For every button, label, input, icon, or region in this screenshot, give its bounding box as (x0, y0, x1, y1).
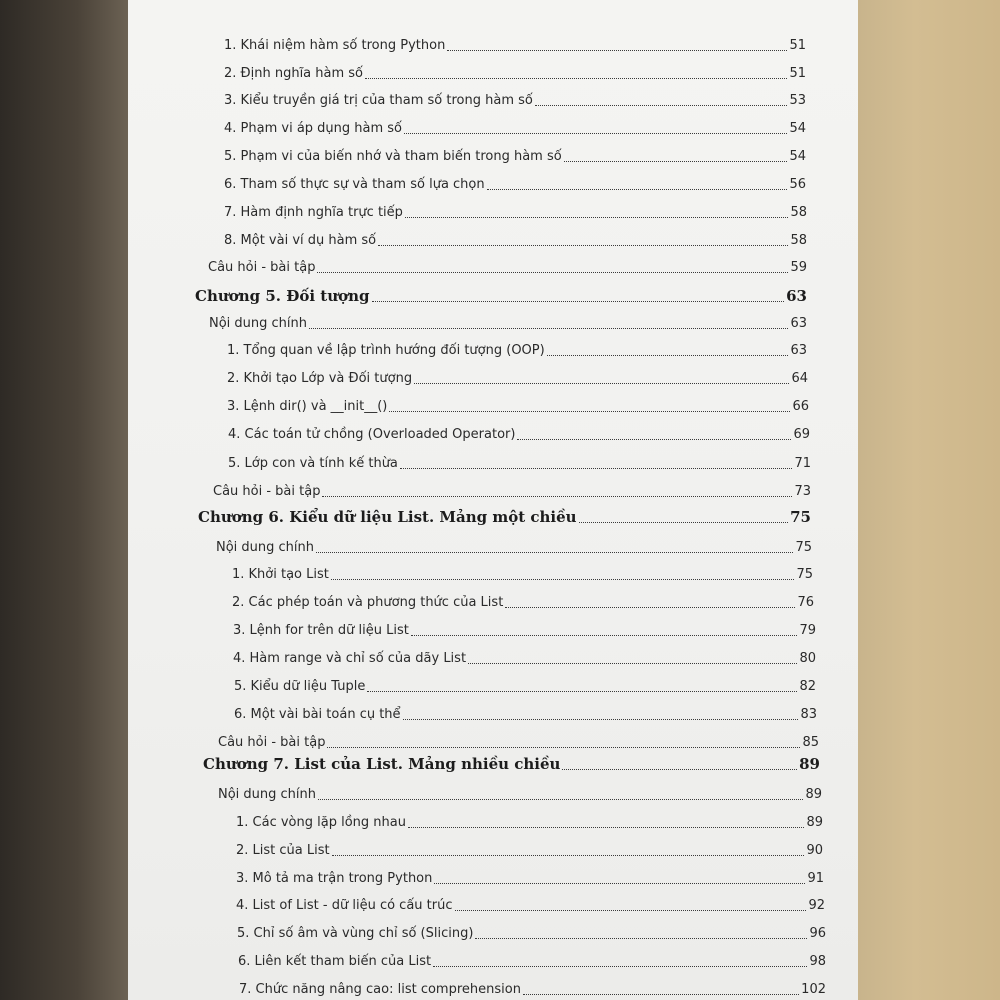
dot-leader (433, 966, 807, 967)
toc-page-number: 89 (799, 755, 820, 773)
toc-entry-title: 1. Các vòng lặp lồng nhau (236, 815, 406, 830)
toc-page-number: 51 (789, 66, 806, 81)
toc-page-number: 89 (806, 815, 823, 830)
toc-chapter-row (195, 281, 807, 305)
toc-entry-title: 3. Lệnh for trên dữ liệu List (233, 623, 409, 638)
dot-leader (316, 552, 793, 553)
dot-leader (517, 439, 791, 440)
toc-entry-title: Chương 7. List của List. Mảng nhiều chiều (203, 755, 561, 773)
toc-entry-title: 2. Khởi tạo Lớp và Đối tượng (227, 371, 413, 386)
toc-section-row (213, 478, 811, 500)
toc-chapter-row (203, 749, 820, 773)
toc-page-number: 75 (790, 508, 811, 526)
toc-item-row (234, 673, 816, 695)
dot-leader (579, 522, 789, 523)
toc-entry-title: Nội dung chính (218, 787, 317, 802)
toc-entry-title: 3. Kiểu truyền giá trị của tham số trong hàm số (224, 93, 533, 108)
toc-entry-title: 6. Liên kết tham biến của List (238, 954, 432, 969)
toc-entry-title: 2. Các phép toán và phương thức của List (232, 595, 504, 610)
toc-page-number: 63 (790, 316, 807, 331)
toc-entry-title: 4. List of List - dữ liệu có cấu trúc (236, 898, 453, 913)
toc-item-row (224, 32, 806, 54)
toc-page-number: 59 (790, 260, 807, 275)
toc-page-number: 75 (795, 540, 812, 555)
toc-item-row (233, 645, 816, 667)
toc-entry-title: 5. Lớp con và tính kế thừa (228, 456, 398, 471)
toc-entry-title: 2. Định nghĩa hàm số (224, 66, 364, 81)
dot-leader (564, 161, 788, 162)
dot-leader (547, 355, 789, 356)
toc-section-row (208, 254, 807, 276)
toc-entry-title: 7. Hàm định nghĩa trực tiếp (224, 205, 403, 220)
toc-item-row (228, 421, 810, 443)
toc-page-number: 63 (790, 343, 807, 358)
toc-section-row (218, 781, 822, 803)
toc-page-number: 69 (793, 427, 810, 442)
toc-page-number: 79 (799, 623, 816, 638)
toc-entry-title: 1. Khái niệm hàm số trong Python (224, 38, 446, 53)
toc-entry-title: 6. Một vài bài toán cụ thể (234, 707, 401, 722)
toc-entry-title: 4. Các toán tử chồng (Overloaded Operator) (228, 427, 516, 442)
dot-leader (365, 78, 787, 79)
dot-leader (367, 691, 797, 692)
toc-page-number: 92 (808, 898, 825, 913)
toc-item-row (224, 227, 807, 249)
toc-page-number: 58 (790, 233, 807, 248)
toc-item-row (224, 60, 806, 82)
dot-leader (535, 105, 788, 106)
toc-entry-title: Chương 5. Đối tượng (195, 287, 370, 305)
toc-page-number: 83 (800, 707, 817, 722)
dot-leader (378, 245, 788, 246)
toc-page-number: 98 (809, 954, 826, 969)
toc-entry-title: 7. Chức năng nâng cao: list comprehension (239, 982, 521, 997)
toc-page-number: 51 (789, 38, 806, 53)
dot-leader (562, 769, 797, 770)
dot-leader (318, 799, 803, 800)
toc-page-number: 54 (789, 121, 806, 136)
toc-item-row (227, 337, 807, 359)
dot-leader (434, 883, 805, 884)
dot-leader (372, 301, 785, 302)
dot-leader (414, 383, 789, 384)
dot-leader (332, 855, 805, 856)
toc-section-row (216, 534, 812, 556)
toc-item-row (234, 701, 817, 723)
dot-leader (475, 938, 807, 939)
toc-entry-title: 2. List của List (236, 843, 330, 858)
toc-item-row (232, 589, 814, 611)
toc-page-number: 102 (801, 982, 826, 997)
toc-item-row (236, 865, 824, 887)
toc-item-row (227, 365, 808, 387)
toc-page-number: 89 (805, 787, 822, 802)
toc-page-number: 91 (807, 871, 824, 886)
toc-page-number: 71 (794, 456, 811, 471)
toc-item-row (236, 892, 825, 914)
dot-leader (403, 719, 799, 720)
toc-entry-title: Câu hỏi - bài tập (208, 260, 316, 275)
toc-entry-title: 4. Phạm vi áp dụng hàm số (224, 121, 403, 136)
toc-entry-title: 5. Chỉ số âm và vùng chỉ số (Slicing) (237, 926, 474, 941)
toc-page-number: 75 (796, 567, 813, 582)
toc-item-row (238, 948, 826, 970)
dot-leader (322, 496, 792, 497)
dot-leader (447, 50, 787, 51)
toc-item-row (228, 450, 811, 472)
document-page (128, 0, 858, 1000)
toc-entry-title: Câu hỏi - bài tập (218, 735, 326, 750)
dot-leader (455, 910, 807, 911)
dot-leader (389, 411, 790, 412)
dot-leader (487, 189, 788, 190)
toc-item-row (224, 199, 807, 221)
dot-leader (331, 579, 795, 580)
toc-item-row (224, 115, 806, 137)
toc-entry-title: 6. Tham số thực sự và tham số lựa chọn (224, 177, 485, 192)
dot-leader (468, 663, 797, 664)
toc-page-number: 53 (789, 93, 806, 108)
toc-item-row (233, 617, 816, 639)
dot-leader (309, 328, 788, 329)
background-right (858, 0, 1000, 1000)
toc-item-row (224, 87, 806, 109)
toc-page-number: 73 (794, 484, 811, 499)
dot-leader (411, 635, 798, 636)
toc-item-row (224, 143, 806, 165)
toc-entry-title: Chương 6. Kiểu dữ liệu List. Mảng một chiều (198, 508, 577, 526)
toc-item-row (232, 561, 813, 583)
dot-leader (505, 607, 795, 608)
toc-page-number: 80 (799, 651, 816, 666)
toc-entry-title: Nội dung chính (209, 316, 308, 331)
toc-page-number: 85 (802, 735, 819, 750)
toc-entry-title: 3. Lệnh dir() và __init__() (227, 399, 388, 414)
dot-leader (404, 133, 787, 134)
toc-entry-title: 5. Kiểu dữ liệu Tuple (234, 679, 366, 694)
toc-item-row (237, 920, 826, 942)
toc-page-number: 66 (792, 399, 809, 414)
toc-page-number: 56 (789, 177, 806, 192)
dot-leader (317, 272, 788, 273)
toc-item-row (236, 837, 823, 859)
toc-entry-title: 1. Tổng quan về lập trình hướng đối tượng (OOP) (227, 343, 545, 358)
dot-leader (408, 827, 804, 828)
toc-page-number: 82 (799, 679, 816, 694)
toc-chapter-row (198, 502, 811, 526)
table-of-contents (128, 0, 858, 1000)
toc-entry-title: 3. Mô tả ma trận trong Python (236, 871, 433, 886)
toc-entry-title: 1. Khởi tạo List (232, 567, 329, 582)
background-left (0, 0, 128, 1000)
toc-item-row (227, 393, 809, 415)
dot-leader (405, 217, 789, 218)
toc-entry-title: 5. Phạm vi của biến nhớ và tham biến trong hàm số (224, 149, 562, 164)
toc-section-row (218, 729, 819, 751)
toc-entry-title: 4. Hàm range và chỉ số của dãy List (233, 651, 467, 666)
toc-entry-title: Nội dung chính (216, 540, 315, 555)
toc-page-number: 63 (786, 287, 807, 305)
toc-page-number: 64 (791, 371, 808, 386)
toc-item-row (236, 809, 823, 831)
toc-page-number: 58 (790, 205, 807, 220)
toc-page-number: 96 (809, 926, 826, 941)
toc-page-number: 54 (789, 149, 806, 164)
toc-item-row (224, 171, 806, 193)
toc-entry-title: 8. Một vài ví dụ hàm số (224, 233, 377, 248)
toc-page-number: 76 (797, 595, 814, 610)
toc-section-row (209, 310, 807, 332)
toc-page-number: 90 (806, 843, 823, 858)
toc-entry-title: Câu hỏi - bài tập (213, 484, 321, 499)
dot-leader (327, 747, 800, 748)
dot-leader (523, 994, 799, 995)
toc-item-row (239, 976, 826, 998)
dot-leader (400, 468, 793, 469)
